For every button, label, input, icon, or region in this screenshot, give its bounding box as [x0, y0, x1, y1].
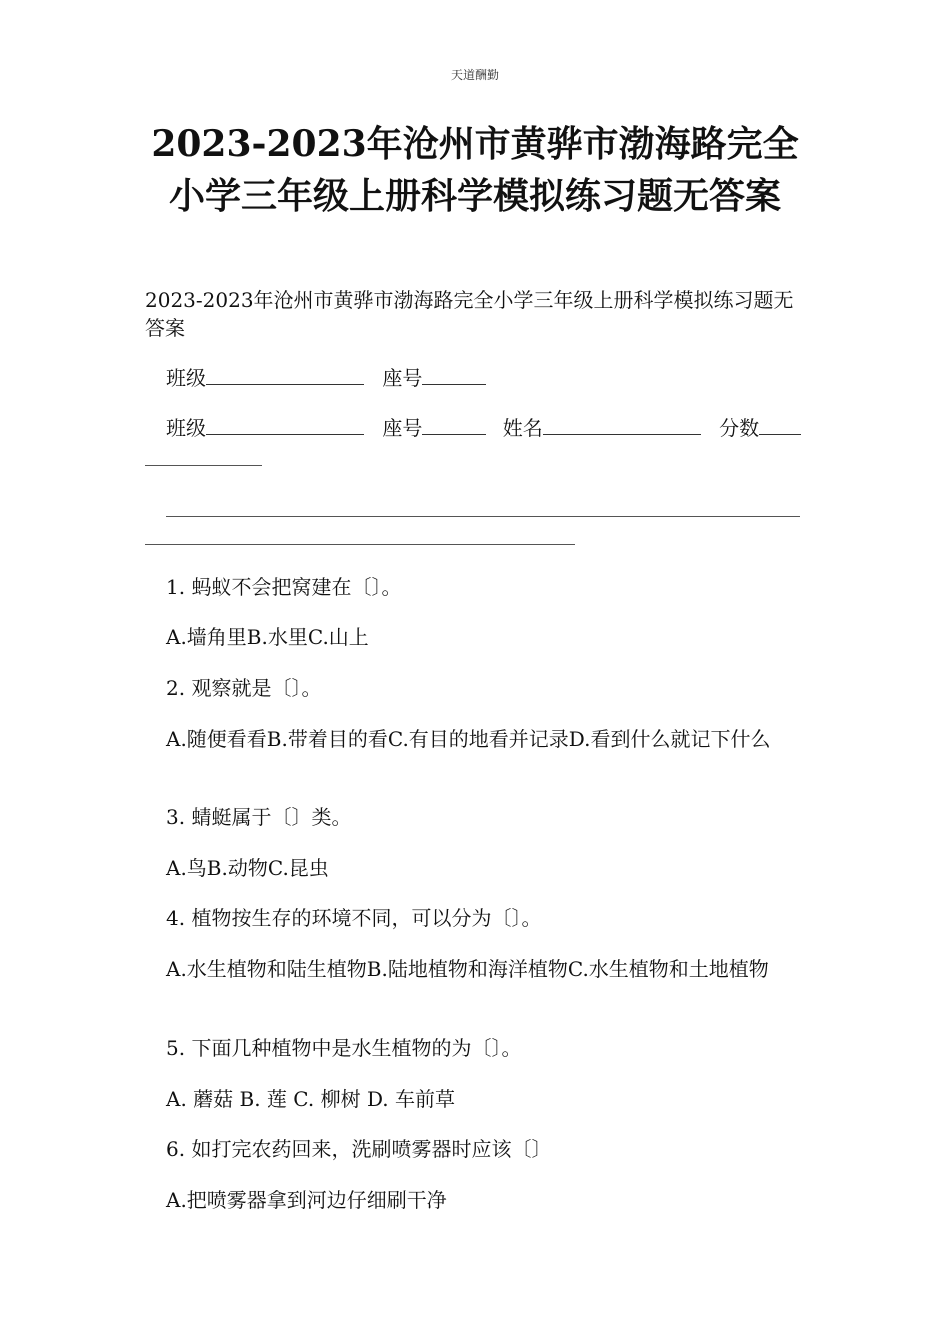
seat-label: 座号	[382, 366, 423, 390]
question-3-stem: 3. 蜻蜓属于〔〕类。	[166, 805, 352, 829]
title-line-1: 2023-2023年沧州市黄骅市渤海路完全	[151, 123, 799, 165]
question-4-stem: 4. 植物按生存的环境不同，可以分为〔〕。	[166, 906, 542, 930]
form-row-1	[145, 364, 831, 392]
form-row-2	[145, 414, 831, 442]
page-header: 天道酬勤	[450, 68, 499, 82]
class-label: 班级	[166, 416, 206, 440]
name-blank	[543, 414, 701, 435]
question-1-stem: 1. 蚂蚁不会把窝建在〔〕。	[166, 575, 402, 599]
class-blank	[206, 364, 364, 385]
document-title	[100, 118, 850, 222]
title-line-2: 小学三年级上册科学模拟练习题无答案	[168, 175, 781, 217]
question-6-options: A.把喷雾器拿到河边仔细刷干净	[166, 1188, 447, 1212]
class-label: 班级	[166, 366, 206, 390]
question-1-options: A.墙角里B.水里C.山上	[166, 625, 369, 649]
seat-label: 座号	[382, 416, 423, 440]
divider-line-2	[145, 544, 575, 545]
divider-line-1	[166, 516, 800, 517]
question-2-options: A.随便看看B.带着目的看C.有目的地看并记录D.看到什么就记下什么	[166, 727, 771, 751]
seat-blank	[422, 364, 486, 385]
score-blank	[759, 414, 801, 435]
document-subtitle: 2023-2023年沧州市黄骅市渤海路完全小学三年级上册科学模拟练习题无答案	[145, 288, 794, 340]
score-label: 分数	[719, 416, 760, 440]
question-5-stem: 5. 下面几种植物中是水生植物的为〔〕。	[166, 1036, 522, 1060]
name-label: 姓名	[502, 416, 543, 440]
question-5-options: A. 蘑菇 B. 莲 C. 柳树 D. 车前草	[166, 1087, 455, 1111]
score-blank-continuation	[145, 465, 262, 466]
question-3-options: A.鸟B.动物C.昆虫	[166, 856, 329, 880]
class-blank	[206, 414, 364, 435]
question-6-stem: 6. 如打完农药回来，洗刷喷雾器时应该〔〕	[166, 1137, 552, 1161]
question-2-stem: 2. 观察就是〔〕。	[166, 676, 322, 700]
question-4-options: A.水生植物和陆生植物B.陆地植物和海洋植物C.水生植物和土地植物	[166, 957, 769, 981]
seat-blank	[422, 414, 486, 435]
